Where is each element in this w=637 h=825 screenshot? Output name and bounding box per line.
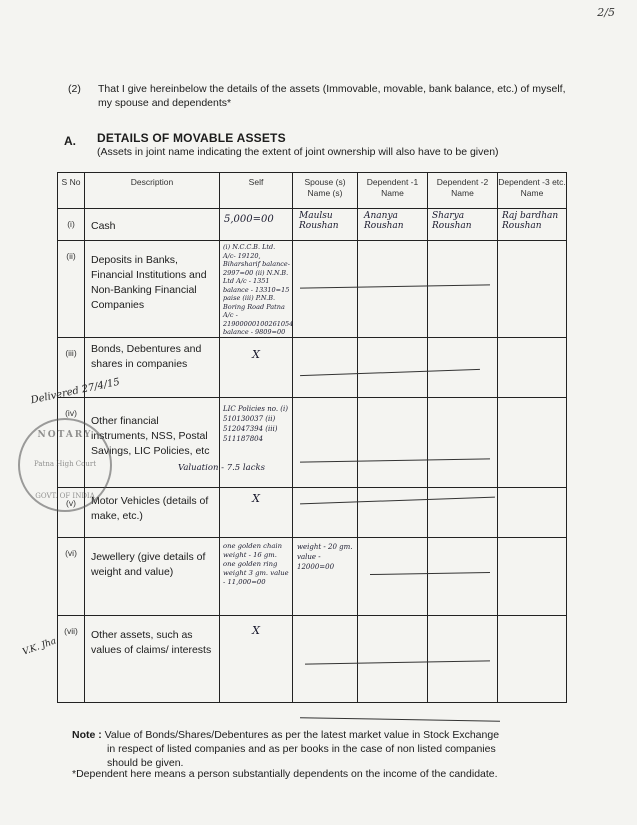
dependent-1-name: Ananya Roushan <box>364 211 404 231</box>
desc-cell: Motor Vehicles (details of make, etc.) <box>85 487 220 537</box>
spouse-jewellery-value: weight - 20 gm. value - 12000=00 <box>297 542 353 571</box>
header-self: Self <box>220 173 293 209</box>
self-cash-value: 5,000=00 <box>224 214 274 225</box>
desc-cell: Bonds, Debentures and shares in companies <box>85 337 220 397</box>
self-vehicles-value: X <box>252 491 260 505</box>
empty-cell <box>498 537 567 615</box>
header-dependent-2: Dependent -2 Name <box>428 173 498 209</box>
page-number: 2/5 <box>597 6 615 19</box>
intro-paragraph <box>68 82 568 110</box>
note-block <box>72 728 572 770</box>
empty-cell <box>358 337 428 397</box>
dependent-footnote: *Dependent here means a person substantially dependents on the income of the candidate. <box>72 768 498 780</box>
sno-cell: (i) <box>58 209 85 241</box>
table-row-jewellery <box>58 537 567 615</box>
self-cell <box>220 241 293 338</box>
empty-cell <box>498 241 567 338</box>
header-dependent-3: Dependent -3 etc. Name <box>498 173 567 209</box>
table-row-financial-instruments <box>58 397 567 487</box>
dep3-name-cell <box>498 209 567 241</box>
empty-cell <box>498 337 567 397</box>
spouse-name: Maulsu Roushan <box>299 211 339 231</box>
strike-line <box>300 717 500 721</box>
header-spouse: Spouse (s) Name (s) <box>293 173 358 209</box>
empty-cell <box>293 337 358 397</box>
dep2-name-cell <box>428 209 498 241</box>
empty-cell <box>358 487 428 537</box>
desc-cell: Other financial instruments, NSS, Postal Savings, LIC Policies, etc <box>85 397 220 487</box>
self-cell <box>220 337 293 397</box>
empty-cell <box>293 241 358 338</box>
empty-cell <box>293 487 358 537</box>
table-row-vehicles <box>58 487 567 537</box>
empty-cell <box>428 537 498 615</box>
margin-note: Delivered 27/4/15 <box>29 376 121 407</box>
stamp-court: Patna High Court <box>33 460 97 468</box>
empty-cell <box>293 615 358 702</box>
empty-cell <box>428 487 498 537</box>
empty-cell <box>428 397 498 487</box>
stamp-govt: GOVT. OF INDIA <box>35 492 95 500</box>
section-title: DETAILS OF MOVABLE ASSETS <box>97 131 286 145</box>
spouse-cell <box>293 537 358 615</box>
sno-cell: (ii) <box>58 241 85 338</box>
self-cell <box>220 615 293 702</box>
valuation-note: Valuation - 7.5 lacks <box>178 463 265 473</box>
empty-cell <box>358 615 428 702</box>
sno-cell: (v) <box>58 487 85 537</box>
table-row-bonds <box>58 337 567 397</box>
self-cell <box>220 397 293 487</box>
dependent-3-name: Raj bardhan Roushan <box>502 211 559 231</box>
table-row-cash <box>58 209 567 241</box>
intro-number: (2) <box>68 83 81 95</box>
desc-cell: Jewellery (give details of weight and value) <box>85 537 220 615</box>
self-jewellery-value: one golden chain weight - 16 gm. one golden ring weight 3 gm. value - 11,000=00 <box>223 541 289 586</box>
empty-cell <box>498 487 567 537</box>
empty-cell <box>358 397 428 487</box>
sno-cell: (iii) <box>58 337 85 397</box>
movable-assets-table <box>57 172 567 703</box>
header-dependent-1: Dependent -1 Name <box>358 173 428 209</box>
empty-cell <box>358 241 428 338</box>
empty-cell <box>428 615 498 702</box>
signature: V.K. Jha <box>21 636 58 658</box>
self-deposits-value: (i) N.C.C.B. Ltd. A/c- 19120, Biharsharif balance-2997=00 (ii) N.N.B. Ltd A/c - 1351 balance - 13310=15 paise (iii) P.N.B. Boring Road Patna A/c - 21900000100261054 balance - 9809=00 <box>223 243 294 336</box>
empty-cell <box>358 537 428 615</box>
intro-text: That I give hereinbelow the details of the assets (Immovable, movable, bank balance, etc.) of myself, my spouse and dependents* <box>98 83 566 109</box>
note-line-1: Value of Bonds/Shares/Debentures as per the latest market value in Stock Exchange <box>104 729 500 741</box>
note-label: Note : <box>72 729 102 741</box>
self-cell <box>220 537 293 615</box>
note-line-2: in respect of listed companies and as per books in the case of non listed companies <box>107 743 496 755</box>
desc-cell: Deposits in Banks, Financial Institutions and Non-Banking Financial Companies <box>85 241 220 338</box>
notary-stamp <box>18 418 112 512</box>
empty-cell <box>293 397 358 487</box>
self-other-value: X <box>252 623 260 637</box>
table-row-other-assets <box>58 615 567 702</box>
empty-cell <box>428 337 498 397</box>
self-lic-value: LIC Policies no. (i) 510130037 (ii) 512047394 (iii) 511187804 <box>223 404 288 443</box>
dep1-name-cell <box>358 209 428 241</box>
self-cell <box>220 487 293 537</box>
sno-cell: (vi) <box>58 537 85 615</box>
desc-cell: Other assets, such as values of claims/ interests <box>85 615 220 702</box>
sno-cell: (iv) <box>58 397 85 487</box>
empty-cell <box>498 397 567 487</box>
dependent-2-name: Sharya Roushan <box>432 211 472 231</box>
table-header-row <box>58 173 567 209</box>
note-line-3: should be given. <box>107 757 184 769</box>
spouse-name-cell <box>293 209 358 241</box>
desc-cell: Cash <box>85 209 220 241</box>
header-sno: S No <box>58 173 85 209</box>
self-bonds-value: X <box>252 347 260 361</box>
header-description: Description <box>85 173 220 209</box>
table-row-deposits <box>58 241 567 338</box>
empty-cell <box>498 615 567 702</box>
empty-cell <box>428 241 498 338</box>
stamp-title: NOTARY <box>37 430 93 440</box>
self-cell <box>220 209 293 241</box>
section-letter: A. <box>64 134 76 148</box>
sno-cell: (vii) <box>58 615 85 702</box>
section-subtitle: (Assets in joint name indicating the extent of joint ownership will also have to be given) <box>97 146 499 158</box>
